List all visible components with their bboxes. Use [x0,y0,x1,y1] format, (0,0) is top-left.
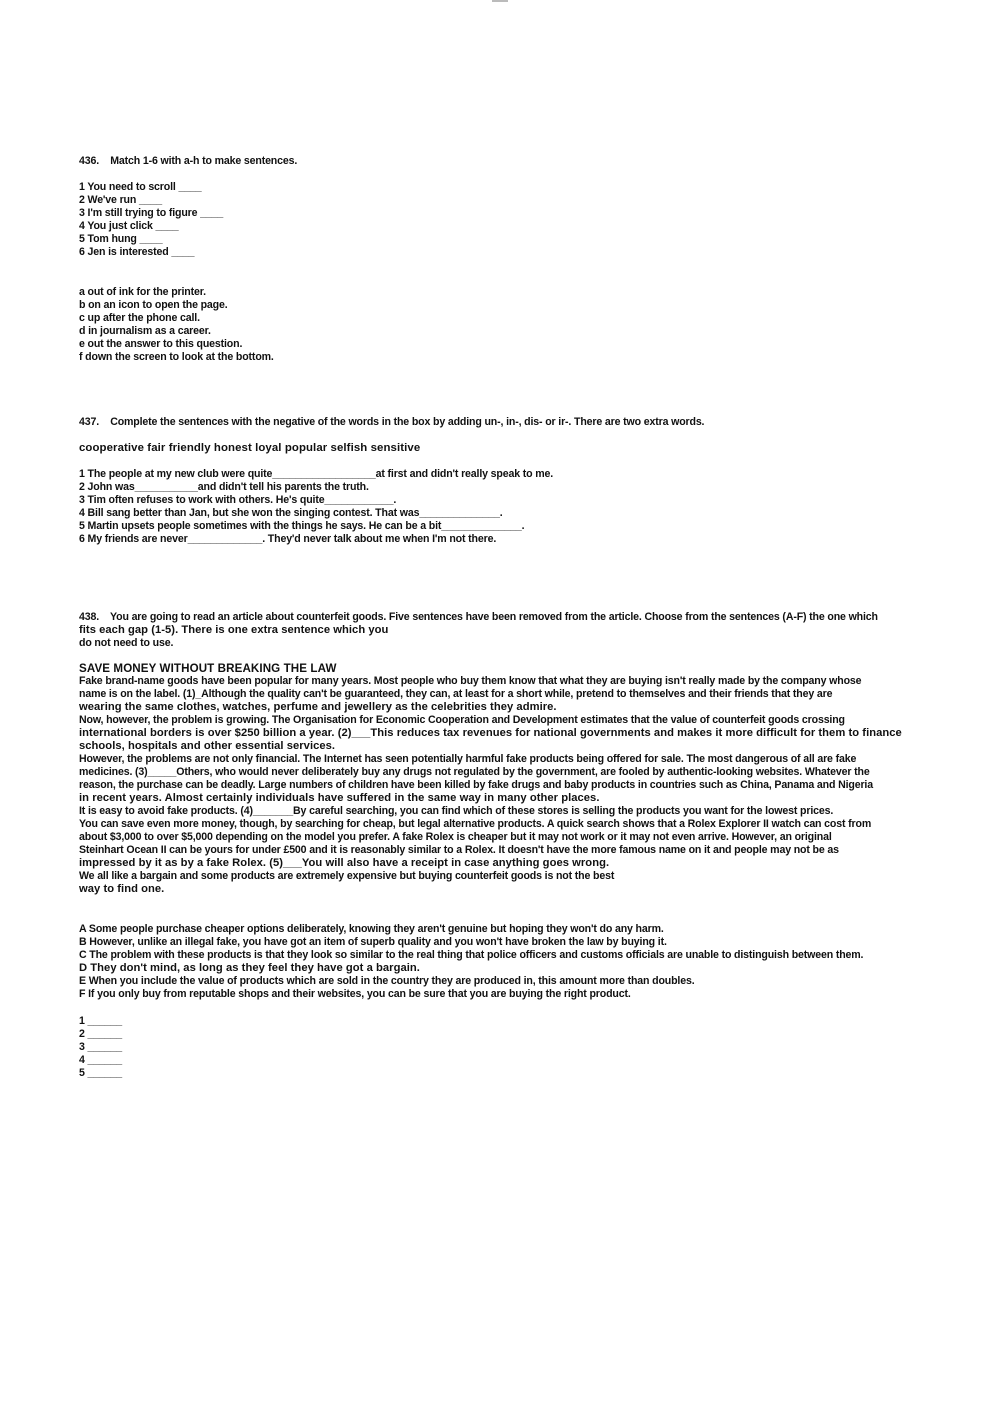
article-line: Now, however, the problem is growing. The Organisation for Economic Cooperation and Development estimates that the value of counterfeit goods crossing [79,714,845,726]
list-item: e out the answer to this question. [79,338,243,350]
q436-instruction [79,155,919,168]
list-item: 6 Jen is interested ____ [79,246,195,258]
answer-blank: 5 ______ [79,1067,122,1079]
article-line: international borders is over $250 billion a year. (2)___This reduces tax revenues for national governments and makes it more difficult for them to finance [79,727,902,739]
answer-blank: 2 ______ [79,1028,122,1040]
q438-instruction-line: fits each gap (1-5). There is one extra sentence which you [79,624,389,636]
answer-blank: 3 ______ [79,1041,122,1053]
list-item: f down the screen to look at the bottom. [79,351,274,363]
q437-instruction [79,416,919,429]
list-item: 3 Tim often refuses to work with others. He's quite____________. [79,494,397,506]
list-item: B However, unlike an illegal fake, you have got an item of superb quality and you won't have broken the law by buying it. [79,936,667,948]
article-line: impressed by it as by a fake Rolex. (5)___You will also have a receipt in case anything goes wrong. [79,857,610,869]
q438-instruction-line: 438. You are going to read an article about counterfeit goods. Five sentences have been removed from the article. Choose from the sentences (A-F) the one which [79,611,878,623]
q436-instruction-text: 436. Match 1-6 with a-h to make sentences. [79,155,298,167]
list-item: 2 John was___________and didn't tell his parents the truth. [79,481,369,493]
q438-instruction-line: do not need to use. [79,637,174,649]
q438-options [79,923,919,1001]
list-item: 4 Bill sang better than Jan, but she won the singing contest. That was______________. [79,507,503,519]
q436-stems [79,181,919,259]
list-item: b on an icon to open the page. [79,299,228,311]
list-item: C The problem with these products is that they look so similar to the real thing that police officers and customs officials are unable to distinguish between them. [79,949,864,961]
list-item: 2 We've run ____ [79,194,162,206]
list-item: 1 You need to scroll ____ [79,181,202,193]
article-line: However, the problems are not only financial. The Internet has seen potentially harmful fake products being offered for sale. The most dangerous of all are fake [79,753,857,765]
q438-instruction [79,611,919,650]
article-line: way to find one. [79,883,165,895]
list-item: D They don't mind, as long as they feel they have got a bargain. [79,962,420,974]
article-line: medicines. (3)_____Others, who would never deliberately buy any drugs not regulated by the government, are fooled by authentic-looking websites. Whatever the [79,766,870,778]
list-item: E When you include the value of products which are sold in the country they are produced in, this amount more than doubles. [79,975,695,987]
article-line: Fake brand-name goods have been popular for many years. Most people who buy them know that what they are buying isn't really made by the company whose [79,675,862,687]
list-item: A Some people purchase cheaper options deliberately, knowing they aren't genuine but hoping they won't do any harm. [79,923,664,935]
list-item: F If you only buy from reputable shops and their websites, you can be sure that you are buying the right product. [79,988,631,1000]
q438-answers [79,1015,919,1080]
q437-instruction-text: 437. Complete the sentences with the negative of the words in the box by adding un-, in-, dis- or ir-. There are two extra words. [79,416,705,428]
list-item: 3 I'm still trying to figure ____ [79,207,224,219]
article-line: schools, hospitals and other essential services. [79,740,336,752]
article-line: about $3,000 to over $5,000 depending on the model you prefer. A fake Rolex is cheaper but it may not work or it may not even arrive. However, an original [79,831,832,843]
answer-blank: 4 ______ [79,1054,122,1066]
article-line: in recent years. Almost certainly individuals have suffered in the same way in many other places. [79,792,600,804]
q437-sentences [79,468,919,546]
list-item: 5 Tom hung ____ [79,233,163,245]
list-item: a out of ink for the printer. [79,286,206,298]
list-item: 1 The people at my new club were quite__________________at first and didn't really speak to me. [79,468,554,480]
list-item: 4 You just click ____ [79,220,179,232]
answer-blank: 1 ______ [79,1015,122,1027]
article-line: name is on the label. (1)_Although the quality can't be guaranteed, they can, at least for a short while, pretend to themselves and their friends that they are [79,688,833,700]
list-item: c up after the phone call. [79,312,200,324]
article-line: You can save even more money, though, by searching for cheap, but legal alternative products. A quick search shows that a Rolex Explorer II watch can cost from [79,818,872,830]
word-box-text: cooperative fair friendly honest loyal popular selfish sensitive [79,442,421,454]
page-header-mark [492,0,508,2]
q437-word-box [79,442,919,455]
article-line: It is easy to avoid fake products. (4)_______By careful searching, you can find which of these stores is selling the products you want for the lowest prices. [79,805,834,817]
article-line: Steinhart Ocean II can be yours for under £500 and it is reasonably similar to a Rolex. It doesn't have the more famous name on it and people may not be as [79,844,839,856]
article-line: We all like a bargain and some products are extremely expensive but buying counterfeit goods is not the best [79,870,615,882]
article-line: reason, the purchase can be deadly. Large numbers of children have been killed by fake drugs and baby products in countries such as China, Panama and Nigeria [79,779,873,791]
list-item: 5 Martin upsets people sometimes with the things he says. He can be a bit______________. [79,520,525,532]
article-line: wearing the same clothes, watches, perfume and jewellery as the celebrities they admire. [79,701,557,713]
list-item: 6 My friends are never_____________. They'd never talk about me when I'm not there. [79,533,497,545]
list-item: d in journalism as a career. [79,325,211,337]
q436-endings [79,286,919,364]
article-title: SAVE MONEY WITHOUT BREAKING THE LAW [79,662,337,675]
q438-article [79,662,919,896]
